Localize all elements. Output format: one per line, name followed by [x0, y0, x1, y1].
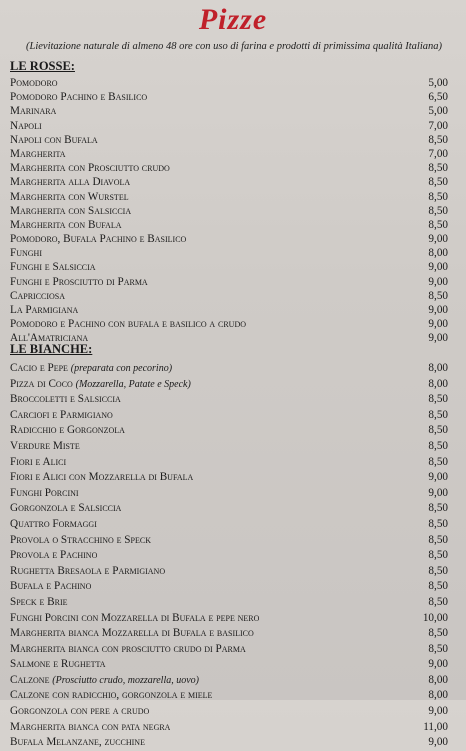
menu-item	[10, 548, 448, 564]
menu-item-name	[10, 232, 186, 246]
menu-item-price: 8,50	[428, 133, 448, 146]
menu-item-name	[10, 361, 172, 377]
menu-item-price: 8,50	[428, 439, 448, 452]
menu-item-name-text: Funghi Porcini con Mozzarella di Bufala e pepe nero	[10, 611, 260, 624]
menu-item-name	[10, 579, 91, 595]
menu-item-name	[10, 720, 170, 736]
menu-item-name-text: Quattro Formaggi	[10, 517, 97, 530]
menu-item	[10, 642, 448, 658]
menu-item-name-text: Bufala e Pachino	[10, 580, 92, 593]
menu-item-name	[10, 626, 254, 642]
menu-item-price: 8,00	[428, 377, 448, 390]
menu-item-name-text: Marinara	[10, 105, 57, 118]
menu-item-price: 8,50	[428, 455, 448, 468]
menu-item-name	[10, 104, 56, 118]
menu-item	[10, 611, 448, 627]
menu-item-name	[10, 90, 147, 104]
menu-item-price: 8,50	[428, 549, 448, 562]
menu-item	[10, 408, 448, 424]
menu-item	[10, 470, 448, 486]
menu-item-name	[10, 423, 125, 439]
section-title-rosse: LE ROSSE:	[10, 59, 75, 73]
menu-item-price: 8,00	[428, 673, 448, 686]
menu-item	[10, 303, 448, 317]
menu-item	[10, 735, 448, 751]
menu-item-name	[10, 533, 151, 549]
menu-item	[10, 533, 448, 549]
menu-item-price: 8,50	[428, 408, 448, 421]
menu-item-name-text: All'Amatriciana	[10, 332, 89, 345]
menu-item-price: 8,50	[428, 642, 448, 655]
menu-item-price: 8,00	[428, 247, 448, 260]
menu-item-name-text: Provola e Pachino	[10, 549, 98, 562]
menu-item-name-text: Margherita bianca con prosciutto crudo di Parma	[10, 642, 246, 655]
menu-item-price: 9,00	[428, 736, 448, 749]
menu-item-note: (Mozzarella, Patate e Speck)	[75, 378, 191, 390]
menu-item-name	[10, 161, 170, 175]
menu-item	[10, 673, 448, 689]
menu-item	[10, 595, 448, 611]
menu-title: Pizze	[198, 3, 268, 36]
menu-item	[10, 579, 448, 595]
menu-item-price: 9,00	[428, 275, 448, 288]
menu-item	[10, 218, 448, 232]
menu-item-name	[10, 455, 66, 471]
menu-item	[10, 564, 448, 580]
menu-item	[10, 260, 448, 274]
menu-item-price: 8,50	[428, 204, 448, 217]
menu-item-name	[10, 260, 96, 274]
menu-item-name-text: Margherita	[10, 147, 66, 160]
menu-item-name-text: Provola o Stracchino e Speck	[10, 533, 151, 546]
menu-item-name	[10, 517, 97, 533]
menu-item-name-text: Radicchio e Gorgonzola	[10, 424, 125, 437]
menu-item-name-text: La Parmigiana	[10, 304, 79, 316]
menu-item-name	[10, 133, 98, 147]
menu-item-price: 8,50	[428, 162, 448, 175]
menu-item-name-text: Speck e Brie	[10, 595, 68, 608]
menu-item-name	[10, 377, 191, 393]
menu-item-name-text: Gorgonzola e Salsiccia	[10, 502, 122, 515]
menu-item-price: 9,00	[428, 705, 448, 718]
menu-item-name-text: Cacio e Pepe	[10, 362, 68, 374]
menu-item	[10, 439, 448, 455]
menu-item-name	[10, 392, 121, 408]
menu-item	[10, 161, 448, 175]
menu-item-name	[10, 735, 145, 751]
menu-item-price: 9,00	[428, 261, 448, 274]
menu-item-price: 8,50	[428, 580, 448, 593]
menu-item-name-text: Capricciosa	[10, 289, 66, 302]
menu-item	[10, 119, 448, 133]
menu-item-price: 8,50	[428, 627, 448, 640]
menu-item-name	[10, 275, 148, 289]
menu-item-price: 5,00	[428, 77, 448, 89]
menu-item-name	[10, 303, 78, 317]
menu-item-price: 5,00	[428, 105, 448, 118]
menu-item-name-text: Pomodoro, Bufala Pachino e Basilico	[10, 233, 187, 246]
menu-item-name-text: Funghi Porcini	[10, 486, 79, 499]
menu-item	[10, 76, 448, 90]
menu-item-price: 8,50	[428, 564, 448, 577]
bianche-list	[10, 361, 448, 751]
menu-item-price: 9,00	[428, 332, 448, 345]
menu-item-price: 9,00	[428, 486, 448, 499]
menu-item	[10, 90, 448, 104]
menu-item-price: 8,50	[428, 289, 448, 302]
menu-item-name-text: Bufala Melanzane, zucchine	[10, 736, 145, 749]
menu-item-price: 8,50	[428, 190, 448, 203]
menu-item-name-text: Fiori e Alici	[10, 455, 67, 468]
menu-item-price: 8,00	[428, 362, 448, 374]
menu-item-name-text: Pomodoro e Pachino con bufala e basilico a crudo	[10, 318, 247, 331]
menu-item-name	[10, 548, 97, 564]
menu-item-name	[10, 190, 129, 204]
menu-item-name	[10, 439, 80, 455]
menu-item-name-text: Calzone con radicchio, gorgonzola e miele	[10, 689, 213, 702]
menu-item	[10, 246, 448, 260]
menu-item-name	[10, 175, 130, 189]
menu-item-name	[10, 673, 199, 689]
menu-item-name-text: Broccoletti e Salsiccia	[10, 393, 121, 406]
menu-item-name	[10, 218, 122, 232]
menu-item-name	[10, 611, 259, 627]
menu-item-name	[10, 246, 42, 260]
menu-item-price: 6,50	[428, 91, 448, 104]
menu-item-price: 9,00	[428, 658, 448, 671]
menu-item-name	[10, 564, 165, 580]
menu-item-name	[10, 408, 113, 424]
menu-item	[10, 289, 448, 303]
menu-item-price: 9,00	[428, 233, 448, 246]
menu-item	[10, 486, 448, 502]
menu-item-name	[10, 501, 121, 517]
menu-item	[10, 501, 448, 517]
menu-item-price: 9,00	[428, 318, 448, 331]
menu-item-name-text: Funghi e Salsiccia	[10, 261, 96, 274]
menu-item-price: 8,50	[428, 502, 448, 515]
menu-item	[10, 626, 448, 642]
menu-item-name	[10, 147, 66, 161]
menu-item	[10, 392, 448, 408]
menu-item-name	[10, 204, 131, 218]
menu-item-price: 7,00	[428, 119, 448, 132]
menu-item	[10, 317, 448, 331]
menu-item-price: 8,00	[428, 689, 448, 702]
menu-item-name-text: Margherita alla Diavola	[10, 176, 131, 189]
menu-item-name	[10, 688, 212, 704]
menu-item-name-text: Pomodoro	[10, 77, 58, 89]
menu-item-price: 8,50	[428, 176, 448, 189]
menu-item-name-text: Calzone	[10, 673, 50, 686]
menu-item-name-text: Pizza di Coco	[10, 377, 73, 390]
menu-item-price: 8,50	[428, 533, 448, 546]
menu-item-name-text: Verdure Miste	[10, 439, 80, 452]
menu-item-name	[10, 470, 193, 486]
menu-item-name-text: Margherita con Bufala	[10, 218, 122, 231]
menu-item-price: 8,50	[428, 595, 448, 608]
menu-item-name-text: Fiori e Alici con Mozzarella di Bufala	[10, 471, 194, 484]
menu-item-name-text: Funghi e Prosciutto di Parma	[10, 275, 148, 288]
menu-item-name-text: Margherita con Prosciutto crudo	[10, 162, 170, 175]
menu-item-name	[10, 119, 42, 133]
menu-item-note: (preparata con pecorino)	[70, 363, 173, 374]
menu-item	[10, 190, 448, 204]
menu-item-name-text: Gorgonzola con pere a crudo	[10, 705, 150, 718]
menu-item	[10, 133, 448, 147]
menu-item	[10, 455, 448, 471]
menu-item-name-text: Margherita con Salsiccia	[10, 204, 132, 217]
menu-item-name-text: Margherita bianca Mozzarella di Bufala e basilico	[10, 627, 254, 640]
menu-item-name-text: Napoli con Bufala	[10, 133, 98, 146]
menu-item	[10, 204, 448, 218]
section-title-bianche: LE BIANCHE:	[10, 342, 93, 356]
menu-item-name-text: Salmone e Rughetta	[10, 658, 106, 671]
menu-item	[10, 104, 448, 118]
menu-item-price: 9,00	[428, 304, 448, 316]
menu-item-price: 9,00	[428, 471, 448, 484]
menu-item-name-text: Margherita con Wurstel	[10, 190, 129, 203]
menu-item-price: 11,00	[423, 720, 448, 733]
menu-item-price: 8,50	[428, 218, 448, 231]
menu-item	[10, 517, 448, 533]
menu-item	[10, 688, 448, 704]
menu-item	[10, 232, 448, 246]
menu-item-name	[10, 704, 149, 720]
menu-item-name	[10, 317, 246, 331]
menu-subtitle: (Lievitazione naturale di almeno 48 ore con uso di farina e prodotti di primissima qualità Italiana)	[26, 41, 442, 52]
menu-item-note: (Prosciutto crudo, mozzarella, uovo)	[52, 674, 200, 686]
menu-item-name-text: Napoli	[10, 119, 42, 132]
menu-item-price: 7,00	[428, 147, 448, 160]
menu-item-name	[10, 657, 106, 673]
menu-item-name-text: Rughetta Bresaola e Parmigiano	[10, 564, 166, 577]
menu-item-name-text: Carciofi e Parmigiano	[10, 408, 113, 421]
menu-item-name	[10, 595, 68, 611]
menu-item-name	[10, 642, 246, 658]
menu-item-price: 8,50	[428, 517, 448, 530]
menu-item-price: 8,50	[428, 393, 448, 406]
menu-item	[10, 377, 448, 393]
menu-item	[10, 657, 448, 673]
menu-item	[10, 175, 448, 189]
menu-item-name-text: Pomodoro Pachino e Basilico	[10, 91, 148, 104]
menu-item-name	[10, 289, 65, 303]
menu-item-name	[10, 76, 58, 90]
menu-item-price: 8,50	[428, 424, 448, 437]
menu-item-name-text: Funghi	[10, 247, 42, 260]
menu-item-name-text: Margherita bianca con pata negra	[10, 720, 171, 733]
menu-item-name	[10, 486, 79, 502]
rosse-list	[10, 76, 448, 346]
menu-item	[10, 147, 448, 161]
menu-item-price: 10,00	[422, 611, 448, 624]
menu-item	[10, 704, 448, 720]
menu-item	[10, 423, 448, 439]
menu-item	[10, 275, 448, 289]
menu-item	[10, 720, 448, 736]
menu-item	[10, 361, 448, 377]
